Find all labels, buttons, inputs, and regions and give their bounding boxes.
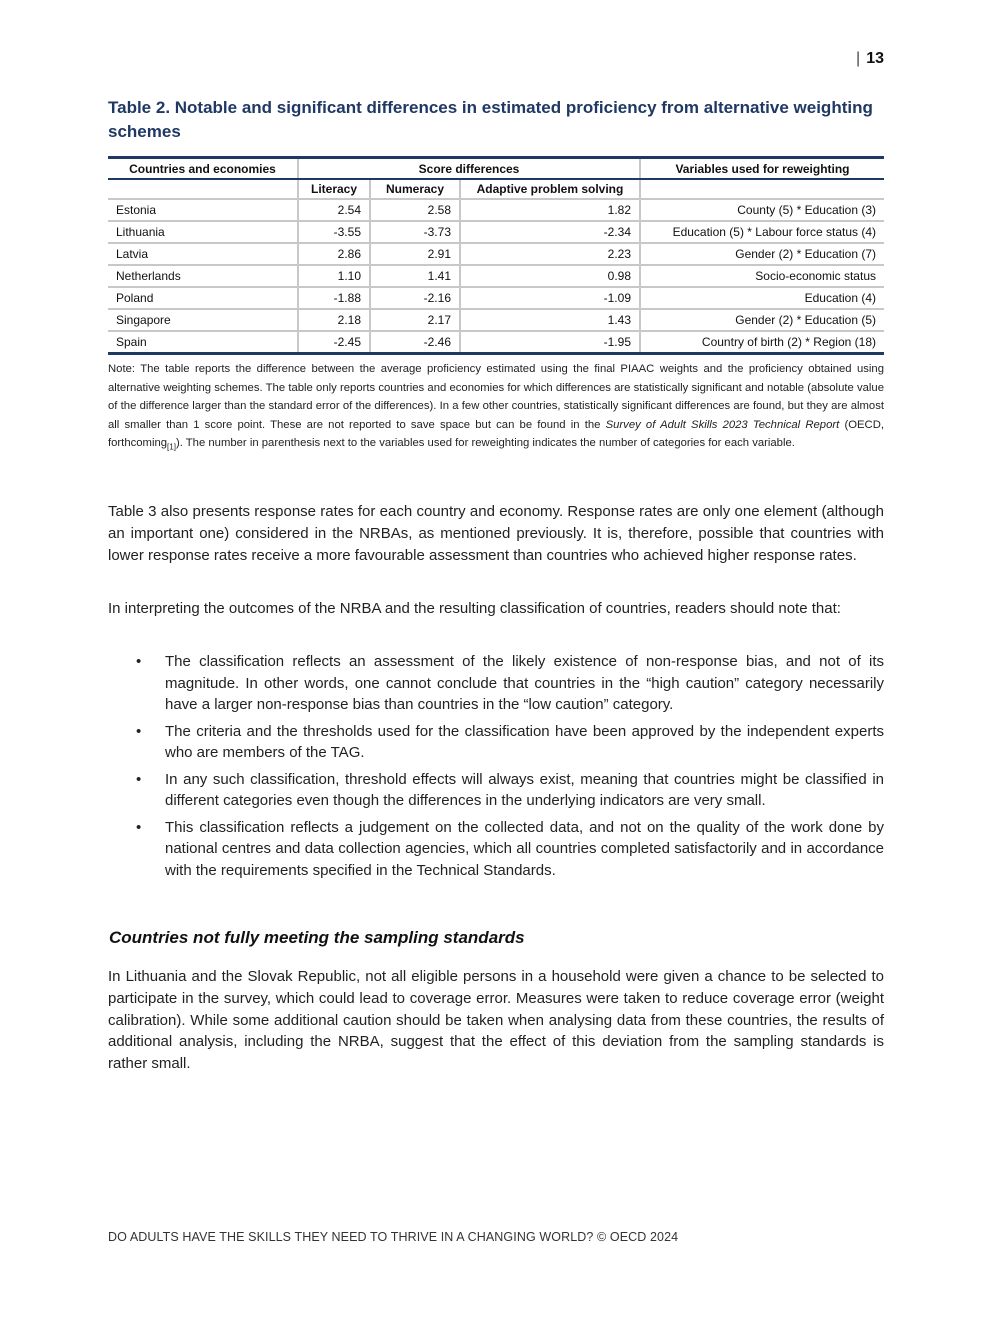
proficiency-differences-table <box>108 156 884 355</box>
cell-aps: 2.23 <box>460 243 640 265</box>
note-report-title: Survey of Adult Skills 2023 Technical Report <box>605 418 840 431</box>
list-item <box>108 651 884 716</box>
header-literacy: Literacy <box>298 179 370 199</box>
paragraph-response-rates: Table 3 also presents response rates for each country and economy. Response rates are only one element (although an important one) considered in the NRBAs, as mentioned previously. It is, therefore, possible that countries with lower response rates receive a more favourable assessment than countries who achieved higher response rates. <box>108 503 884 564</box>
cell-variables: County (5) * Education (3) <box>640 199 884 221</box>
bullet-text: This classification reflects a judgement on the collected data, and not on the quality of the work done by national centres and data collection agencies, which all countries completed satisfactorily and in accordance with the requirements specified in the Technical Standards. <box>165 818 884 879</box>
bullet-icon: • <box>136 770 142 788</box>
bullet-text: In any such classification, threshold effects will always exist, meaning that countries might be classified in different categories even though the differences in the underlying indicators are very small. <box>165 770 884 809</box>
table-subheader-row <box>108 179 884 199</box>
subheader-empty-vars <box>640 179 884 199</box>
cell-aps: -1.09 <box>460 287 640 309</box>
cell-literacy: 2.54 <box>298 199 370 221</box>
cell-country: Spain <box>108 331 298 354</box>
bullet-text: The criteria and the thresholds used for the classification have been approved by the independent experts who are members of the TAG. <box>165 722 884 761</box>
cell-numeracy: 2.17 <box>370 309 460 331</box>
cell-literacy: -2.45 <box>298 331 370 354</box>
cell-numeracy: 2.91 <box>370 243 460 265</box>
list-item <box>108 817 884 882</box>
bullet-icon: • <box>136 653 142 670</box>
cell-numeracy: -3.73 <box>370 221 460 243</box>
cell-variables: Education (5) * Labour force status (4) <box>640 221 884 243</box>
header-countries: Countries and economies <box>108 158 298 180</box>
cell-country: Latvia <box>108 243 298 265</box>
list-item <box>108 721 884 764</box>
note-text-3: ). The number in parenthesis next to the variables used for reweighting indicates the number of categories for each variable. <box>175 437 795 450</box>
cell-country: Poland <box>108 287 298 309</box>
cell-aps: -2.34 <box>460 221 640 243</box>
paragraph-interpreting: In interpreting the outcomes of the NRBA and the resulting classification of countries, readers should note that: <box>108 600 841 617</box>
table-row <box>108 243 884 265</box>
cell-country: Estonia <box>108 199 298 221</box>
header-aps: Adaptive problem solving <box>460 179 640 199</box>
cell-aps: 0.98 <box>460 265 640 287</box>
cell-numeracy: 1.41 <box>370 265 460 287</box>
page-separator: | <box>856 50 861 67</box>
table-row <box>108 221 884 243</box>
cell-numeracy: -2.16 <box>370 287 460 309</box>
table-row <box>108 287 884 309</box>
cell-aps: 1.43 <box>460 309 640 331</box>
table-row <box>108 199 884 221</box>
table-row <box>108 331 884 354</box>
note-text-1: Note: The table reports the difference between the average proficiency estimated using the final PIAAC weights and the proficiency obtained using alternative weighting schemes. The table only reports countries and economies for which differences are statistically significant and notable (absolute value of the difference larger than the standard error of the differences). In a few other countries, statistically significant differences are found, but they are almost all smaller than 1 score point. These are not reported to save space but can be found in the <box>108 363 884 431</box>
paragraph-sampling-standards: In Lithuania and the Slovak Republic, not all eligible persons in a household were given a chance to be selected to participate in the survey, which could lead to coverage error. Measures were taken to reduce coverage error (weight calibration). While some additional caution should be taken when analysing data from these countries, the results of additional analysis, including the NRBA, suggest that the effect of this deviation from the sampling standards is rather small. <box>108 968 884 1073</box>
cell-variables: Country of birth (2) * Region (18) <box>640 331 884 354</box>
cell-variables: Gender (2) * Education (7) <box>640 243 884 265</box>
cell-numeracy: 2.58 <box>370 199 460 221</box>
page-footer: DO ADULTS HAVE THE SKILLS THEY NEED TO THRIVE IN A CHANGING WORLD? © OECD 2024 <box>108 1230 679 1244</box>
cell-literacy: -3.55 <box>298 221 370 243</box>
page-number-value: 13 <box>866 50 884 67</box>
notes-bullet-list <box>108 651 884 886</box>
cell-numeracy: -2.46 <box>370 331 460 354</box>
cell-literacy: 2.86 <box>298 243 370 265</box>
bullet-text: The classification reflects an assessment of the likely existence of non-response bias, and not of its magnitude. In other words, one cannot conclude that countries in the “high caution” category necessarily have a larger non-response bias than countries in the “low caution” category. <box>165 653 884 713</box>
header-score-differences: Score differences <box>298 158 640 180</box>
cell-country: Netherlands <box>108 265 298 287</box>
cell-country: Lithuania <box>108 221 298 243</box>
table-title: Table 2. Notable and significant differences in estimated proficiency from alternative weighting schemes <box>108 98 873 141</box>
table-row <box>108 309 884 331</box>
cell-literacy: 2.18 <box>298 309 370 331</box>
header-numeracy: Numeracy <box>370 179 460 199</box>
section-heading: Countries not fully meeting the sampling standards <box>109 928 525 947</box>
table-header-row <box>108 158 884 180</box>
cell-country: Singapore <box>108 309 298 331</box>
cell-aps: -1.95 <box>460 331 640 354</box>
note-reference: [1] <box>167 442 176 452</box>
bullet-icon: • <box>136 722 142 740</box>
table-row <box>108 265 884 287</box>
page-number <box>856 50 884 68</box>
table-note <box>108 360 884 457</box>
cell-variables: Socio-economic status <box>640 265 884 287</box>
bullet-icon: • <box>136 818 142 836</box>
cell-literacy: 1.10 <box>298 265 370 287</box>
header-variables: Variables used for reweighting <box>640 158 884 180</box>
subheader-empty <box>108 179 298 199</box>
cell-aps: 1.82 <box>460 199 640 221</box>
cell-variables: Education (4) <box>640 287 884 309</box>
cell-literacy: -1.88 <box>298 287 370 309</box>
note-text-2: (OECD, forthcoming <box>108 418 884 450</box>
list-item <box>108 769 884 812</box>
cell-variables: Gender (2) * Education (5) <box>640 309 884 331</box>
